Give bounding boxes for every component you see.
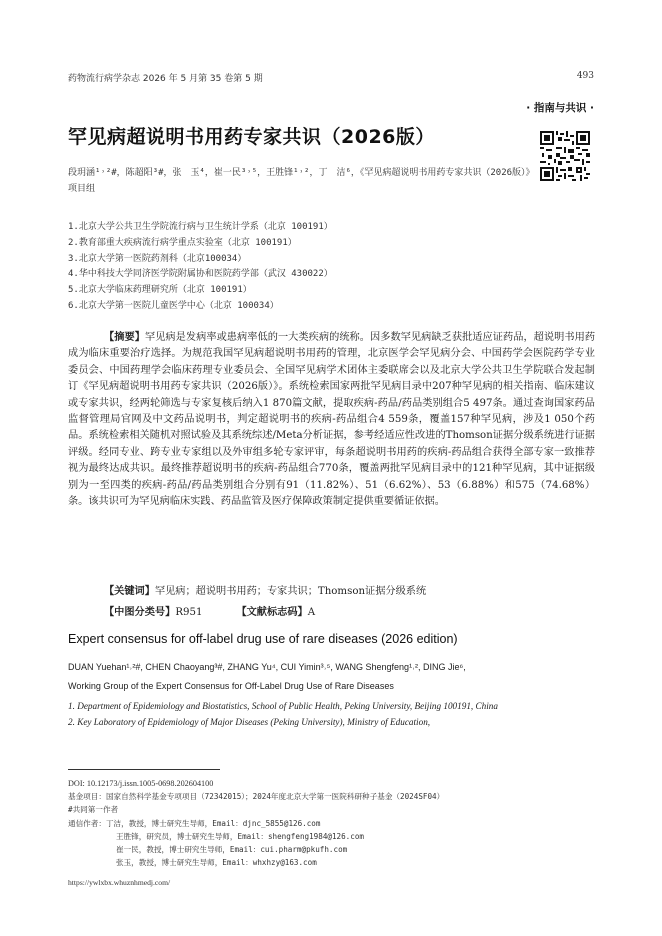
doc-code-label: 【文献标志码】 — [236, 607, 308, 618]
affiliation-item: 1.北京大学公共卫生学院流行病与卫生统计学系（北京 100191） — [68, 222, 333, 232]
author-list: 段玥涵¹˒²#，陈超阳³#，张 玉⁴，崔一民³˒⁵，王胜锋¹˒²，丁 洁⁶，《罕见病超说明书用药专家共识（2026版）》项目组 — [68, 168, 535, 194]
doi-link[interactable]: DOI: 10.12173/j.issn.1005-0698.202604100 — [68, 779, 214, 788]
corresponding-label: 通信作者： — [68, 818, 106, 828]
corresponding-author-note — [68, 817, 588, 830]
page-number: 493 — [576, 71, 594, 81]
keywords-section — [104, 582, 426, 597]
english-affiliations — [68, 698, 538, 730]
doc-code-value: A — [307, 607, 316, 618]
affiliation-list — [68, 220, 588, 315]
affiliation-item: 6.北京大学第一医院儿童医学中心（北京 100034） — [68, 300, 279, 311]
qr-code-icon — [540, 131, 590, 181]
affiliation-item: 4.华中科技大学同济医学院附属协和医院药学部（武汉 430022） — [68, 269, 333, 280]
journal-header: 药物流行病学杂志 2026 年 5 月第 35 卷第 5 期 — [68, 74, 263, 84]
english-title: Expert consensus for off-label drug use of rare diseases (2026 edition) — [68, 632, 458, 646]
footnotes — [68, 777, 588, 869]
corresponding-author-item: 丁洁，教授，博士研究生导师，Email：djnc_5855@126.com — [105, 818, 321, 828]
clc-label: 【中图分类号】 — [104, 607, 176, 618]
corresponding-author-item: 张玉，教授，博士研究生导师，Email：whxhzy@163.com — [116, 858, 317, 868]
section-tag: · 指南与共识 · — [526, 102, 594, 114]
equal-contribution-note: #共同第一作者 — [68, 805, 119, 815]
footnote-divider — [68, 769, 220, 770]
keywords-text: 罕见病；超说明书用药；专家共识；Thomson证据分级系统 — [154, 586, 427, 597]
classification-section — [104, 603, 315, 618]
affiliation-item: 5.北京大学临床药理研究所（北京 100191） — [68, 285, 252, 296]
corresponding-author-item: 王胜锋，研究员，博士研究生导师，Email：shengfeng1984@126.com — [116, 831, 364, 841]
affiliation-item: 2.教育部重大疾病流行病学重点实验室（北京 100191） — [68, 237, 297, 248]
english-working-group: Working Group of the Expert Consensus for Off-Label Drug Use of Rare Diseases — [68, 681, 394, 691]
journal-url-link[interactable]: https://ywlxbx.whuznhmedj.com/ — [68, 878, 171, 887]
funding-note: 基金项目：国家自然科学基金专项项目（72342015）；2024年度北京大学第一医院科研种子基金（2024SF04） — [68, 792, 445, 802]
english-authors: DUAN Yuehan¹˒²#, CHEN Chaoyang³#, ZHANG Yu⁴, CUI Yimin³˒⁵, WANG Shengfeng¹˒², DING Jie⁶, — [68, 662, 466, 672]
english-affiliation-item: 2. Key Laboratory of Epidemiology of Major Diseases (Peking University), Ministry of Education, — [68, 717, 431, 727]
abstract-label: 【摘要】 — [104, 332, 145, 343]
abstract-text: 罕见病是发病率或患病率低的一大类疾病的统称。因多数罕见病缺乏获批适应证药品，超说明书用药成为临床重要治疗选择。为规范我国罕见病超说明书用药的管理，北京医学会罕见病分会、中国药学会医院药学专业委员会、中国药理学会临床药理专业委员会、全国罕见病学术团体主委联席会以及北京大学公共卫生学院联合发起制订《罕见病超说明书用药专家共识（2026版）》。系统检索国家两批罕见病目录中207种罕见病的相关指南、临床建议或专家共识，经两轮筛选与专家复核后纳入1 870篇文献，提取疾病-药品/药品类别组合5 497条。通过查询国家药品监督管理局官网及中文药品说明书，判定超说明书的疾病-药品组合4 559条，覆盖157种罕见病，涉及1 050个药品。系统检索相关随机对照试验及其系统综述/Meta分析证据，参考经适应性改进的Thomson证据分级系统进行证据评级。经同专业、跨专业专家组以及外审组多轮专家评审，每条超说明书用药的疾病-药品组合获得全部专家一致推荐视为最终达成共识。最终推荐超说明书的疾病-药品组合770条，覆盖两批罕见病目录中的121种罕见病，其中证据级别为一至四类的疾病-药品/药品类别组合分别有91（11.82%）、51（6.62%）、53（6.88%）和575（74.68%）条。该共识可为罕见病临床实践、药品监管及医疗保障政策制定提供重要循证依据。 — [68, 332, 596, 508]
clc-value: R951 — [175, 607, 203, 618]
english-affiliation-item: 1. Department of Epidemiology and Biostatistics, School of Public Health, Peking University, Beijing 100191, China — [68, 701, 498, 711]
keywords-label: 【关键词】 — [104, 586, 155, 597]
corresponding-author-item: 崔一民，教授，博士研究生导师，Email：cui.pharm@pkufh.com — [116, 845, 348, 855]
affiliation-item: 3.北京大学第一医院药剂科（北京100034） — [68, 253, 247, 264]
abstract-section — [68, 330, 595, 510]
article-title: 罕见病超说明书用药专家共识（2026版） — [68, 126, 435, 148]
